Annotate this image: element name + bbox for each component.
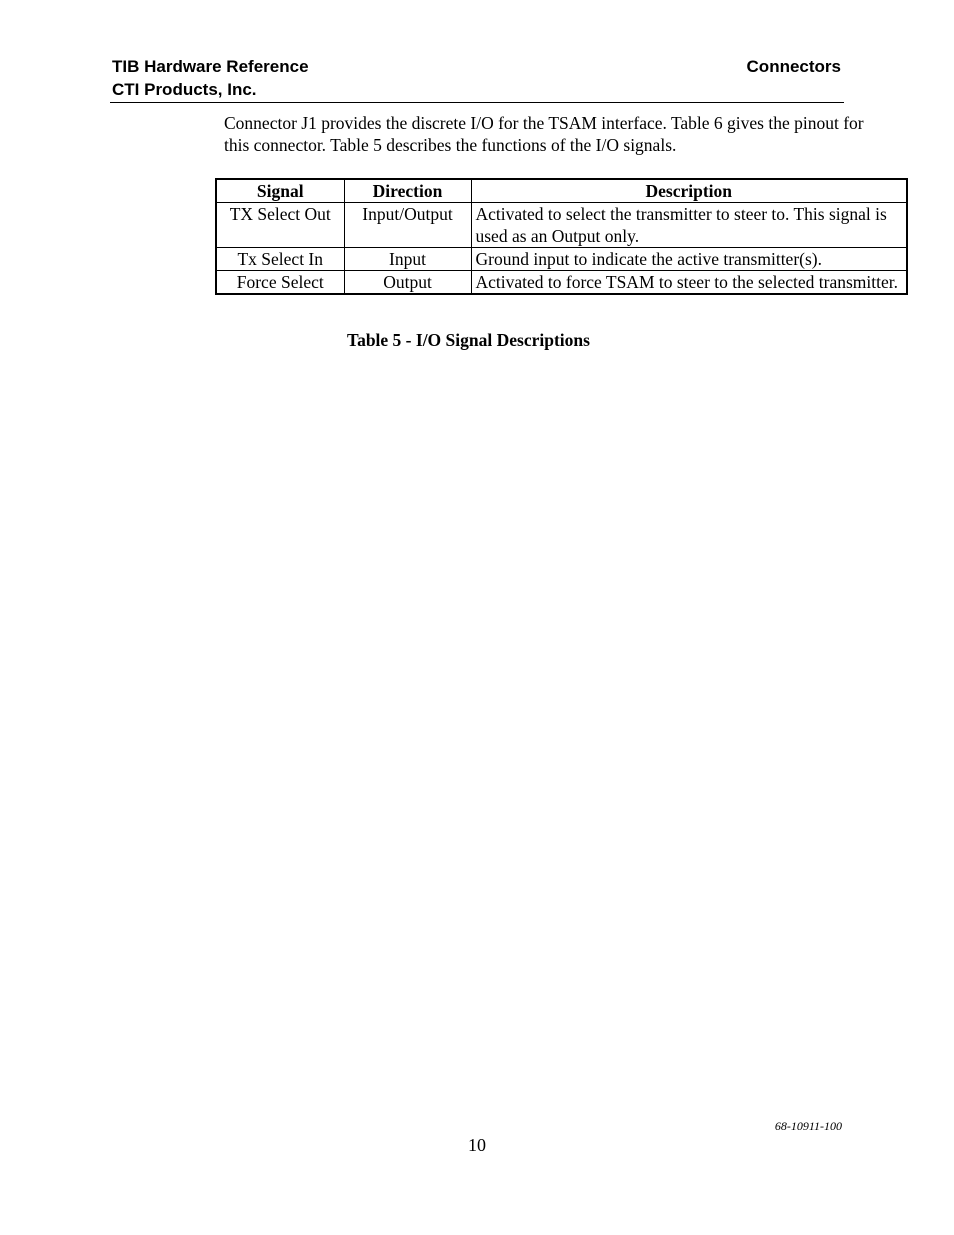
table-row (216, 271, 907, 295)
header-rule (110, 102, 844, 103)
description-cell: Ground input to indicate the active transmitter(s). (471, 248, 907, 271)
table-row (216, 203, 907, 248)
header-title: TIB Hardware Reference (112, 57, 309, 76)
signal-cell: Force Select (216, 271, 344, 295)
column-header-signal: Signal (216, 179, 344, 203)
direction-cell: Input (344, 248, 471, 271)
direction-cell: Output (344, 271, 471, 295)
description-cell: Activated to select the transmitter to steer to. This signal is used as an Output only. (471, 203, 907, 248)
header-company: CTI Products, Inc. (112, 80, 257, 99)
table-header-row (216, 179, 907, 203)
page-number: 10 (468, 1135, 486, 1155)
column-header-direction: Direction (344, 179, 471, 203)
description-cell: Activated to force TSAM to steer to the selected transmitter. (471, 271, 907, 295)
io-signal-table (215, 178, 908, 295)
table-caption: Table 5 - I/O Signal Descriptions (347, 330, 590, 350)
column-header-description: Description (471, 179, 907, 203)
direction-cell: Input/Output (344, 203, 471, 248)
document-number: 68-10911-100 (774, 1119, 842, 1133)
signal-cell: TX Select Out (216, 203, 344, 248)
signal-cell: Tx Select In (216, 248, 344, 271)
header-section: Connectors (746, 57, 841, 76)
intro-paragraph: Connector J1 provides the discrete I/O for the TSAM interface. Table 6 gives the pinout for this connector. Table 5 describes the functions of the I/O signals. (224, 113, 864, 155)
table-row (216, 248, 907, 271)
